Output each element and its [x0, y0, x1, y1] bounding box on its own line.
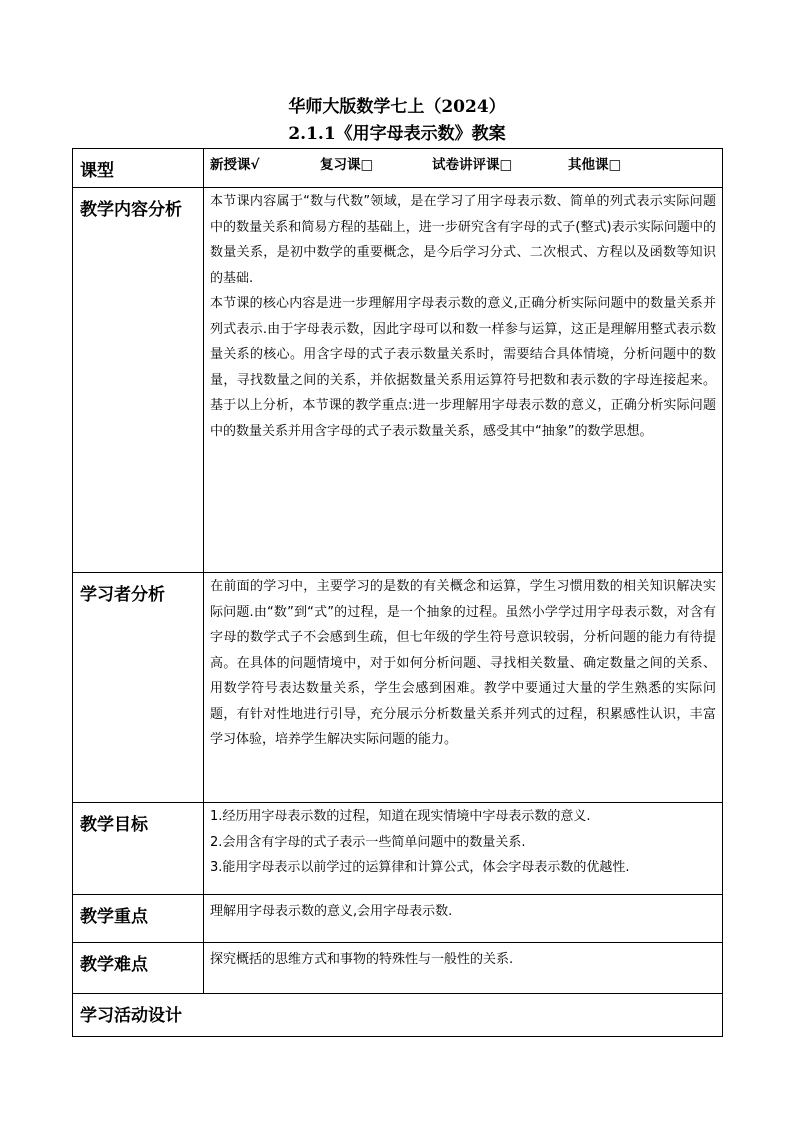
- table-row-lesson-type: [73, 149, 723, 188]
- objectives-list: [204, 803, 723, 895]
- difficulties-text: 探究概括的思维方式和事物的特殊性与一般性的关系.: [204, 943, 723, 994]
- activity-design-label: 学习活动设计: [73, 994, 723, 1037]
- table-row-difficulties: [73, 943, 723, 994]
- table-row-objectives: [73, 803, 723, 895]
- table-row-key-points: [73, 895, 723, 943]
- lesson-type-options: [204, 149, 723, 188]
- learner-analysis-paragraph: 在前面的学习中，主要学习的是数的有关概念和运算，学生习惯用数的相关知识解决实际问题.由“数”到“式”的过程，是一个抽象的过程。虽然小学学过用字母表示数，对含有字母的数学式子不会感到生疏，但七年级的学生符号意识较弱，分析问题的能力有待提高。在具体的问题情境中，对于如何分析问题、寻找相关数量、确定数量之间的关系、用数学符号表达数量关系，学生会感到困难。教学中要通过大量的学生熟悉的实际问题，有针对性地进行引导，充分展示分析数量关系并列式的过程，积累感性认识，丰富学习体验，培养学生解决实际问题的能力。: [210, 579, 716, 747]
- learner-analysis-text: [204, 573, 723, 803]
- content-analysis-label: 教学内容分析: [73, 188, 204, 573]
- table-row-learner-analysis: [73, 573, 723, 803]
- content-analysis-text: [204, 188, 723, 573]
- key-points-text: 理解用字母表示数的意义,会用字母表示数.: [204, 895, 723, 943]
- content-analysis-paragraph: 本节课内容属于“数与代数”领域，是在学习了用字母表示数、简单的列式表示实际问题中的数量关系和简易方程的基础上，进一步研究含有字母的式子(整式)表示实际问题中的数量关系，是初中数学的重要概念，是今后学习分式、二次根式、方程以及函数等知识的基础.: [210, 194, 716, 286]
- lesson-type-option-new: 新授课√: [210, 157, 260, 173]
- table-row-activity-design: [73, 994, 723, 1037]
- lesson-plan-table: [72, 148, 723, 1037]
- difficulties-label: 教学难点: [73, 943, 204, 994]
- objectives-label: 教学目标: [73, 803, 204, 895]
- lesson-type-label: 课型: [73, 149, 204, 188]
- learner-analysis-label: 学习者分析: [73, 573, 204, 803]
- content-analysis-paragraph: 本节课的核心内容是进一步理解用字母表示数的意义,正确分析实际问题中的数量关系并列式表示.由于字母表示数，因此字母可以和数一样参与运算，这正是理解用整式表示数量关系的核心。用含字母的式子表示数量关系时，需要结合具体情境，分析问题中的数量，寻找数量之间的关系，并依据数量关系用运算符号把数和表示数的字母连接起来。基于以上分析，本节课的教学重点:进一步理解用字母表示数的意义，正确分析实际问题中的数量关系并用含字母的式子表示数量关系，感受其中“抽象”的数学思想。: [210, 296, 716, 439]
- lesson-type-option-other: 其他课□: [568, 157, 622, 173]
- document-subtitle: 2.1.1《用字母表示数》教案: [288, 124, 506, 144]
- lesson-type-option-review: 复习课□: [320, 157, 374, 173]
- objective-item: 3.能用字母表示以前学过的运算律和计算公式，体会字母表示数的优越性.: [210, 860, 630, 875]
- objective-item: 2.会用含有字母的式子表示一些简单问题中的数量关系.: [210, 834, 526, 850]
- table-row-content-analysis: [73, 188, 723, 573]
- key-points-label: 教学重点: [73, 895, 204, 943]
- document-title: 华师大版数学七上（2024）: [288, 97, 506, 117]
- lesson-type-option-exam-review: 试卷讲评课□: [432, 157, 513, 173]
- objective-item: 1.经历用字母表示数的过程，知道在现实情境中字母表示数的意义.: [210, 809, 591, 824]
